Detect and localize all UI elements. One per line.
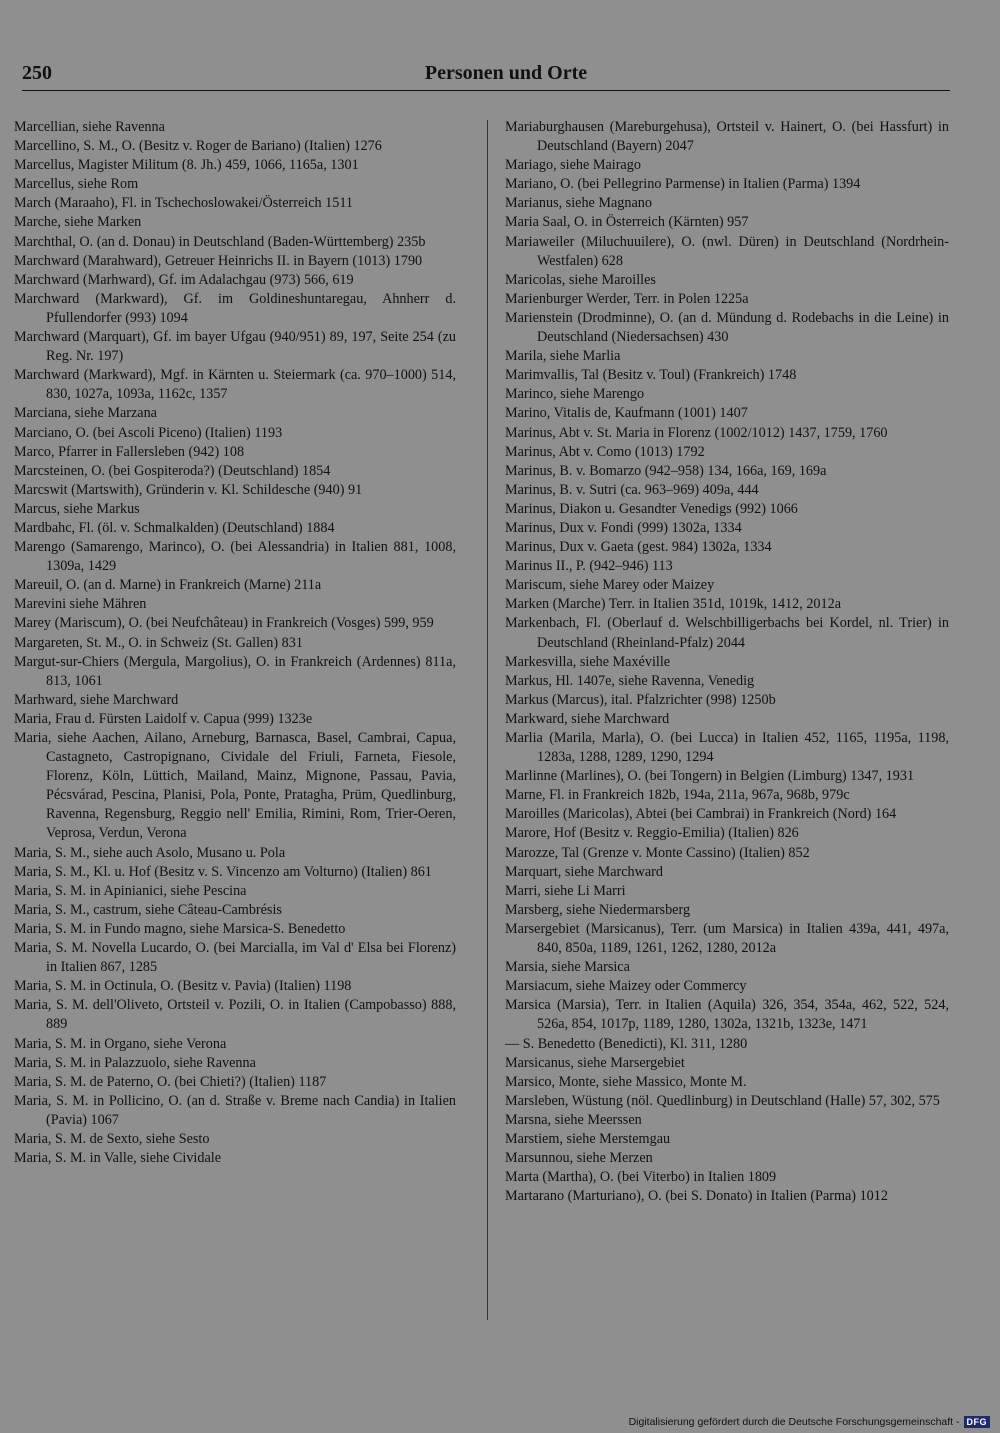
column-divider	[487, 120, 488, 1320]
index-entry: Marcswit (Martswith), Gründerin v. Kl. Schildesche (940) 91	[14, 481, 363, 498]
index-entry: Maria, S. M. de Sexto, siehe Sesto	[14, 1130, 210, 1147]
index-entry: Markward, siehe Marchward	[505, 710, 670, 727]
page-title: Personen und Orte	[424, 62, 588, 84]
index-entry: Maria, S. M. in Octinula, O. (Besitz v. Pavia) (Italien) 1198	[14, 978, 352, 995]
index-entry: Marimvallis, Tal (Besitz v. Toul) (Frankreich) 1748	[505, 367, 797, 384]
index-entry: Marsiacum, siehe Maizey oder Commercy	[505, 978, 747, 995]
right-column	[505, 118, 949, 1206]
index-entry: Marinus, B. v. Bomarzo (942–958) 134, 166a, 169, 169a	[505, 462, 827, 479]
index-entry: Marchthal, O. (an d. Donau) in Deutschland (Baden-Württemberg) 235b	[14, 233, 426, 250]
index-entry: Marsberg, siehe Niedermarsberg	[505, 901, 691, 918]
index-entry: Marinus, Dux v. Fondi (999) 1302a, 1334	[505, 519, 742, 536]
index-entry: Mariaweiler (Miluchuuilere), O. (nwl. Düren) in Deutschland (Nordrhein-Westfalen) 628	[505, 233, 949, 269]
index-entry: Marey (Mariscum), O. (bei Neufchâteau) in Frankreich (Vosges) 599, 959	[14, 615, 434, 632]
index-entry: Marcellian, siehe Ravenna	[14, 119, 165, 135]
index-entry: Marore, Hof (Besitz v. Reggio-Emilia) (Italien) 826	[505, 825, 799, 842]
index-entry: Maria, siehe Aachen, Ailano, Arneburg, Barnasca, Basel, Cambrai, Capua, Castagneto, Castropignano, Cividale del Friuli, Farneta, Fiesole, Florenz, Köln, Lüttich, Mailand, Mainz, Mignone, Passau, Pavia, Pécsvárad, Pescina, Planisi, Pola, Ponte, Pratagha, Prüm, Quedlinburg, Ravenna, Regensburg, Reggio nell' Emilia, Rimini, Rom, Trier-Oeren, Veprosa, Verdun, Verona	[14, 730, 456, 842]
index-entry: Marsica (Marsia), Terr. in Italien (Aquila) 326, 354, 354a, 462, 522, 524, 526a, 854, 1017p, 1189, 1280, 1302a, 1321b, 1323e, 1471	[505, 997, 949, 1033]
index-entry: Marcellus, siehe Rom	[14, 176, 139, 193]
index-entry: Maria, S. M. in Organo, siehe Verona	[14, 1035, 227, 1052]
index-entry: Marciana, siehe Marzana	[14, 405, 157, 422]
index-entry: Marchward (Marhward), Gf. im Adalachgau (973) 566, 619	[14, 271, 354, 288]
index-entry: Marsleben, Wüstung (nöl. Quedlinburg) in Deutschland (Halle) 57, 302, 575	[505, 1092, 940, 1109]
index-entry: Marienburger Werder, Terr. in Polen 1225a	[505, 290, 749, 307]
index-entry: Marinus, Diakon u. Gesandter Venedigs (992) 1066	[505, 500, 798, 517]
index-entry: Markus, Hl. 1407e, siehe Ravenna, Venedig	[505, 672, 755, 689]
index-entry: Marinus, B. v. Sutri (ca. 963–969) 409a, 444	[505, 481, 759, 498]
index-entry: Marquart, siehe Marchward	[505, 863, 663, 880]
index-entry: Marcellus, Magister Militum (8. Jh.) 459, 1066, 1165a, 1301	[14, 157, 359, 174]
index-entry: Marchward (Markward), Mgf. in Kärnten u. Steiermark (ca. 970–1000) 514, 830, 1027a, 1093a, 1162c, 1357	[14, 367, 456, 403]
index-entry: Marchward (Markward), Gf. im Goldineshuntaregau, Ahnherr d. Pfullendorfer (993) 1094	[14, 290, 456, 326]
index-entry: Maria, S. M. in Fundo magno, siehe Marsica-S. Benedetto	[14, 920, 346, 937]
index-entry: Maria, Frau d. Fürsten Laidolf v. Capua (999) 1323e	[14, 710, 313, 727]
index-entry: Marsunnou, siehe Merzen	[505, 1150, 653, 1167]
index-entry: Marri, siehe Li Marri	[505, 882, 626, 899]
index-entry: Mareuil, O. (an d. Marne) in Frankreich (Marne) 211a	[14, 577, 322, 594]
index-entry: Maricolas, siehe Maroilles	[505, 271, 656, 288]
index-entry: Marinus, Abt v. Como (1013) 1792	[505, 443, 705, 460]
index-entry: Marila, siehe Marlia	[505, 348, 621, 365]
index-entry: Marianus, siehe Magnano	[505, 195, 652, 212]
index-entry: Marken (Marche) Terr. in Italien 351d, 1019k, 1412, 2012a	[505, 596, 842, 613]
index-entry: Martarano (Marturiano), O. (bei S. Donato) in Italien (Parma) 1012	[505, 1188, 888, 1205]
index-entry: Marinus, Dux v. Gaeta (gest. 984) 1302a, 1334	[505, 539, 772, 556]
index-entry: Maria, S. M. in Palazzuolo, siehe Ravenna	[14, 1054, 256, 1071]
index-entry: Maria, S. M., castrum, siehe Câteau-Cambrésis	[14, 901, 282, 918]
index-entry: Margareten, St. M., O. in Schweiz (St. Gallen) 831	[14, 634, 303, 651]
index-entry: Marevini siehe Mähren	[14, 596, 147, 613]
dfg-logo-icon: DFG	[964, 1416, 991, 1428]
index-entry: Maria, S. M., Kl. u. Hof (Besitz v. S. Vincenzo am Volturno) (Italien) 861	[14, 863, 432, 880]
index-entry: Margut-sur-Chiers (Mergula, Margolius), O. in Frankreich (Ardennes) 811a, 813, 1061	[14, 653, 456, 689]
index-entry: Marsia, siehe Marsica	[505, 959, 630, 976]
index-entry: Marta (Martha), O. (bei Viterbo) in Italien 1809	[505, 1169, 777, 1186]
index-entry: Marcsteinen, O. (bei Gospiteroda?) (Deutschland) 1854	[14, 462, 331, 479]
index-entry: Markesvilla, siehe Maxéville	[505, 653, 671, 670]
index-entry: Marcellino, S. M., O. (Besitz v. Roger de Bariano) (Italien) 1276	[14, 138, 382, 155]
index-entry: Markenbach, Fl. (Oberlauf d. Welschbilligerbachs bei Kordel, nl. Trier) in Deutschland (Rheinland-Pfalz) 2044	[505, 615, 949, 651]
footer-text: Digitalisierung gefördert durch die Deutsche Forschungsgemeinschaft -	[628, 1416, 960, 1428]
index-entry: Mardbahc, Fl. (öl. v. Schmalkalden) (Deutschland) 1884	[14, 519, 335, 536]
page-header	[22, 62, 950, 91]
index-entry: Maroilles (Maricolas), Abtei (bei Cambrai) in Frankreich (Nord) 164	[505, 806, 897, 823]
index-entry: Maria, S. M., siehe auch Asolo, Musano u. Pola	[14, 844, 286, 861]
index-entry: Marinus II., P. (942–946) 113	[505, 558, 673, 575]
index-entry: Markus (Marcus), ital. Pfalzrichter (998) 1250b	[505, 691, 776, 708]
index-entry: Marstiem, siehe Merstemgau	[505, 1130, 671, 1147]
index-entry: Maria, S. M. in Valle, siehe Cividale	[14, 1150, 221, 1167]
footer	[629, 1416, 990, 1428]
index-entry: Maria, S. M. Novella Lucardo, O. (bei Marcialla, im Val d' Elsa bei Florenz) in Italien 867, 1285	[14, 940, 456, 976]
index-entry: Marlinne (Marlines), O. (bei Tongern) in Belgien (Limburg) 1347, 1931	[505, 768, 915, 785]
index-entry: Maria, S. M. dell'Oliveto, Ortsteil v. Pozili, O. in Italien (Campobasso) 888, 889	[14, 997, 456, 1033]
index-entry: Marche, siehe Marken	[14, 214, 142, 231]
left-column	[14, 118, 456, 1168]
index-entry: March (Maraaho), Fl. in Tschechoslowakei/Österreich 1511	[14, 195, 354, 212]
index-entry: Marhward, siehe Marchward	[14, 691, 179, 708]
index-entry: Mariano, O. (bei Pellegrino Parmense) in Italien (Parma) 1394	[505, 176, 861, 193]
index-entry: Marchward (Marahward), Getreuer Heinrichs II. in Bayern (1013) 1790	[14, 252, 423, 269]
index-entry: Marengo (Samarengo, Marinco), O. (bei Alessandria) in Italien 881, 1008, 1309a, 1429	[14, 539, 456, 575]
index-entry: Mariaburghausen (Mareburgehusa), Ortsteil v. Hainert, O. (bei Hassfurt) in Deutschland (Bayern) 2047	[505, 119, 949, 155]
index-entry: Mariago, siehe Mairago	[505, 157, 641, 174]
index-entry: Maria, S. M. in Pollicino, O. (an d. Straße v. Breme nach Candia) in Italien (Pavia) 1067	[14, 1092, 456, 1128]
index-entry: Marciano, O. (bei Ascoli Piceno) (Italien) 1193	[14, 424, 283, 441]
index-entry: Marino, Vitalis de, Kaufmann (1001) 1407	[505, 405, 748, 422]
index-entry: Marozze, Tal (Grenze v. Monte Cassino) (Italien) 852	[505, 844, 810, 861]
index-entry: Marlia (Marila, Marla), O. (bei Lucca) in Italien 452, 1165, 1195a, 1198, 1283a, 1288, 1289, 1290, 1294	[505, 730, 949, 766]
index-entry: Marienstein (Drodminne), O. (an d. Mündung d. Rodebachs in die Leine) in Deutschland (Niedersachsen) 430	[505, 309, 949, 346]
index-entry: Marne, Fl. in Frankreich 182b, 194a, 211a, 967a, 968b, 979c	[505, 787, 850, 804]
index-entry: Marsergebiet (Marsicanus), Terr. (um Marsica) in Italien 439a, 441, 497a, 840, 850a, 1189, 1261, 1262, 1280, 2012a	[505, 920, 949, 957]
index-entry: Marco, Pfarrer in Fallersleben (942) 108	[14, 443, 245, 460]
index-entry: Marsico, Monte, siehe Massico, Monte M.	[505, 1073, 747, 1090]
index-entry: Marsicanus, siehe Marsergebiet	[505, 1054, 685, 1071]
index-entry: Marchward (Marquart), Gf. im bayer Ufgau (940/951) 89, 197, Seite 254 (zu Reg. Nr. 197)	[14, 329, 456, 365]
index-entry: Marinco, siehe Marengo	[505, 386, 645, 403]
index-entry: — S. Benedetto (Benedicti), Kl. 311, 1280	[505, 1035, 748, 1052]
index-entry: Maria, S. M. de Paterno, O. (bei Chieti?) (Italien) 1187	[14, 1073, 327, 1090]
page-number: 250	[22, 62, 52, 84]
index-entry: Marinus, Abt v. St. Maria in Florenz (1002/1012) 1437, 1759, 1760	[505, 424, 888, 441]
index-entry: Marcus, siehe Markus	[14, 500, 140, 517]
index-entry: Marsna, siehe Meerssen	[505, 1111, 642, 1128]
index-entry: Maria Saal, O. in Österreich (Kärnten) 957	[505, 214, 749, 231]
index-entry: Maria, S. M. in Apinianici, siehe Pescina	[14, 882, 247, 899]
index-entry: Mariscum, siehe Marey oder Maizey	[505, 577, 715, 594]
